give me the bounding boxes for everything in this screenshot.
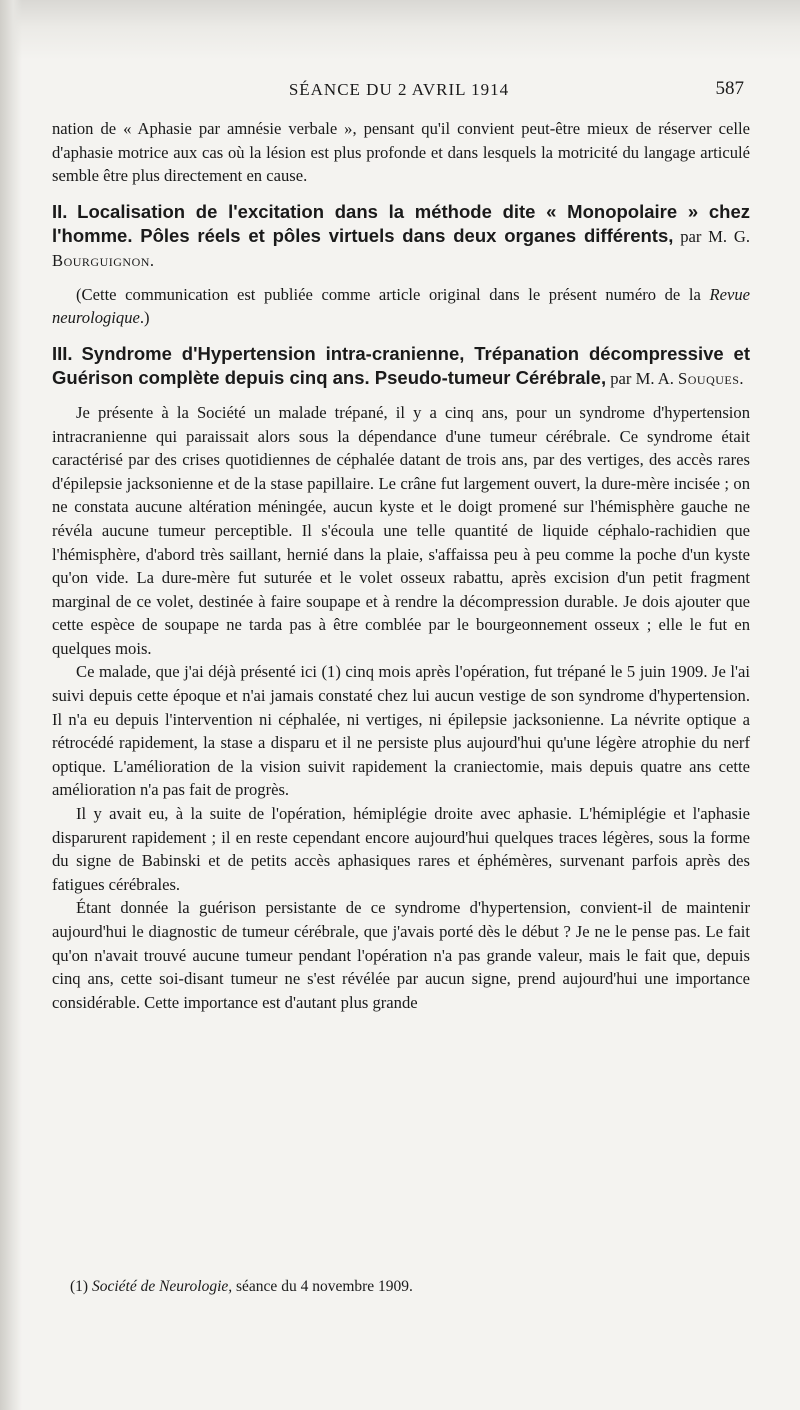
section-2-by: par M. G. [673,227,751,247]
page-header [52,78,746,104]
section-3-paragraph-1: Je présente à la Société un malade trépané, il y a cinq ans, pour un syndrome d'hypertension intracranienne qui paraissait alors sous la dépendance d'une tumeur cérébrale. Ce syndrome était caractérisé par des crises quotidiennes de céphalée datant de trois ans, par des vertiges, des accès rares d'épilepsie jacksonienne et de la stase papillaire. Le crâne fut largement ouvert, la dure-mère incisée ; on ne constata aucune altération méningée, aucun kyste et le doigt promené sur l'hémisphère gauche ne révéla aucune tumeur perceptible. Il s'écoula une telle quantité de liquide céphalo-rachidien que l'hémisphère, d'abord très saillant, hernié dans la plaie, s'affaissa peu à peu comme la poche d'un kyste qu'on vide. La dure-mère fut suturée et le volet osseux rabattu, après excision d'un petit fragment marginal de ce volet, destinée à faire soupape et à rendre la décompression durable. Je dois ajouter que cette espèce de soupape ne tarda pas à être comblée par le bourgeonnement osseux ; elle le fut en quelques mois. [52,402,750,658]
page-number: 587 [715,78,744,99]
section-3-title: Syndrome d'Hypertension intra-cranienne, Trépanation décompressive et Guérison complète depuis cinq ans. Pseudo-tumeur Cérébrale, [52,342,750,389]
section-3-paragraph-3: Il y avait eu, à la suite de l'opération, hémiplégie droite avec aphasie. L'hémiplégie et l'aphasie disparurent rapidement ; il en reste cependant encore aujourd'hui quelques traces légères, sous la forme du signe de Babinski et de petits accès aphasiques rares et éphémères, survenant parfois après des fatigues cérébrales. [52,804,750,894]
section-2-title: Localisation de l'excitation dans la méthode dite « Monopolaire » chez l'homme. Pôles réels et pôles virtuels dans deux organes différents, [52,200,750,247]
intro-paragraph: nation de « Aphasie par amnésie verbale », pensant qu'il convient peut-être mieux de réserver celle d'aphasie motrice aux cas où la lésion est plus profonde et dans lesquels la motricité du langage articulé semble être plus directement en cause. [52,119,750,186]
section-3-paragraph-2: Ce malade, que j'ai déjà présenté ici (1) cinq mois après l'opération, fut trépané le 5 juin 1909. Je l'ai suivi depuis cette époque et n'ai jamais constaté chez lui aucun vestige de son syndrome d'hypertension. Il n'a eu depuis l'intervention ni céphalée, ni vertiges, ni épilepsie jacksonienne. La névrite optique a rétrocédé rapidement, la stase a disparu et il ne persiste plus aujourd'hui qu'une légère atrophie du nerf optique. L'amélioration de la vision suivit rapidement la craniectomie, mais depuis quatre ans cette amélioration n'a pas fait de progrès. [52,662,750,800]
footnote-marker: (1) [70,1278,89,1295]
running-head: SÉANCE DU 2 AVRIL 1914 [288,80,510,99]
section-2-author: Bourguignon. [52,250,155,270]
section-3-author: Souques. [678,369,745,389]
section-2-note-journal: Revue neurologique [52,284,750,328]
scan-shadow-left [0,0,22,1410]
section-2-note-prefix: (Cette communication est publiée comme article original dans le présent numéro de la [76,284,710,304]
page-body [52,117,750,1014]
section-2-note-suffix: .) [139,308,150,328]
section-3-paragraph-4: Étant donnée la guérison persistante de ce syndrome d'hypertension, convient-il de maintenir aujourd'hui le diagnostic de tumeur cérébrale, que j'avais porté dès le début ? Je ne le pense pas. Le fait qu'on n'avait trouvé aucune tumeur pendant l'opération n'a pas grande valeur, mais le fait que, depuis cinq ans, cette soi-disant tumeur ne s'est révélée par aucun signe, prend aujourd'hui une importance considérable. Cette importance est d'autant plus grande [52,898,750,1012]
section-2-note [52,283,750,330]
section-2-heading [52,200,750,273]
section-3-heading [52,342,750,391]
section-3-by: par M. A. [606,369,679,389]
section-3-numeral: III. [52,342,73,364]
scan-shadow-top [0,0,800,60]
footnote-rest: séance du 4 novembre 1909. [232,1278,413,1295]
footnote [70,1276,750,1298]
section-2-numeral: II. [52,200,68,222]
footnote-source: Société de Neurologie, [91,1278,233,1295]
